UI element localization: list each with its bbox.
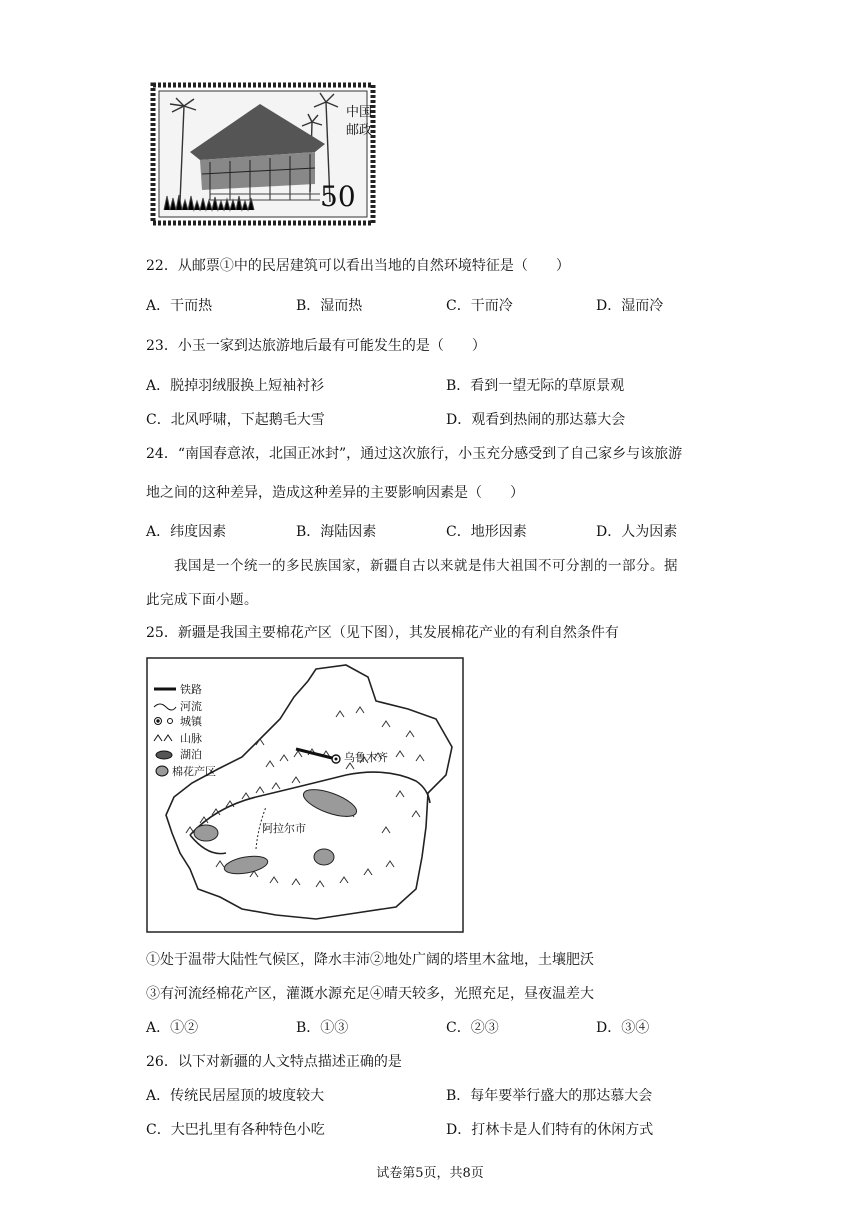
q25-statement1: ①处于温带大陆性气候区，降水丰沛②地处广阔的塔里木盆地，土壤肥沃 [146,952,594,968]
question-22: 22．从邮票①中的民居建筑可以看出当地的自然环境特征是（ ） [146,258,570,274]
q25-option-a[interactable]: A．①② [146,1020,199,1036]
legend-railway: 铁路 [180,683,202,696]
q23-option-c[interactable]: C．北风呼啸，下起鹅毛大雪 [146,412,325,428]
q23-option-b[interactable]: B．看到一望无际的草原景观 [446,378,625,394]
stamp-text-line1: 中国 [346,105,373,120]
q25-option-d[interactable]: D．③④ [596,1020,650,1036]
label-alar: 阿拉尔市 [262,822,306,835]
stamp-text-line2: 邮政 [346,123,373,138]
q22-option-c[interactable]: C．干而冷 [446,298,513,314]
q22-option-b[interactable]: B．湿而热 [296,298,363,314]
q24-option-b[interactable]: B．海陆因素 [296,524,377,540]
q25-option-b[interactable]: B．①③ [296,1020,349,1036]
legend-town: 城镇 [180,715,202,728]
xinjiang-map [146,657,464,933]
question-24-line1: 24．“南国春意浓，北国正冰封”，通过这次旅行，小玉充分感受到了自己家乡与该旅游 [146,446,683,462]
legend-mountain: 山脉 [180,732,202,745]
q25-statement2: ③有河流经棉花产区，灌溉水源充足④晴天较多，光照充足，昼夜温差大 [146,986,594,1002]
stamp-image [150,82,376,226]
q26-option-b[interactable]: B．每年要举行盛大的那达慕大会 [446,1088,653,1104]
legend-lake: 湖泊 [180,748,202,761]
question-24-line2: 地之间的这种差异，造成这种差异的主要影响因素是（ ） [146,485,524,501]
q24-option-d[interactable]: D．人为因素 [596,524,678,540]
page-footer: 试卷第5页，共8页 [376,1166,484,1181]
q26-option-a[interactable]: A．传统民居屋顶的坡度较大 [146,1088,325,1104]
q22-option-a[interactable]: A．干而热 [146,298,213,314]
q25-option-c[interactable]: C．②③ [446,1020,499,1036]
stamp-value: 50 [320,180,356,213]
question-23: 23．小玉一家到达旅游地后最有可能发生的是（ ） [146,338,486,354]
question-26: 26．以下对新疆的人文特点描述正确的是 [146,1054,402,1070]
q26-option-c[interactable]: C．大巴扎里有各种特色小吃 [146,1122,325,1138]
q24-option-c[interactable]: C．地形因素 [446,524,527,540]
passage-line2: 此完成下面小题。 [146,592,258,608]
q22-option-d[interactable]: D．湿而冷 [596,298,664,314]
label-urumqi: 乌鲁木齐 [344,751,388,764]
passage-line1: 我国是一个统一的多民族国家，新疆自古以来就是伟大祖国不可分割的一部分。据 [174,558,678,574]
question-25: 25．新疆是我国主要棉花产区（见下图），其发展棉花产业的有利自然条件有 [146,625,619,641]
q23-option-d[interactable]: D．观看到热闹的那达慕大会 [446,412,626,428]
q23-option-a[interactable]: A．脱掉羽绒服换上短袖衬衫 [146,378,325,394]
q26-option-d[interactable]: D．打林卡是人们特有的休闲方式 [446,1122,654,1138]
legend-cotton: 棉花产区 [172,765,216,778]
q24-option-a[interactable]: A．纬度因素 [146,524,227,540]
legend-river: 河流 [180,700,202,713]
